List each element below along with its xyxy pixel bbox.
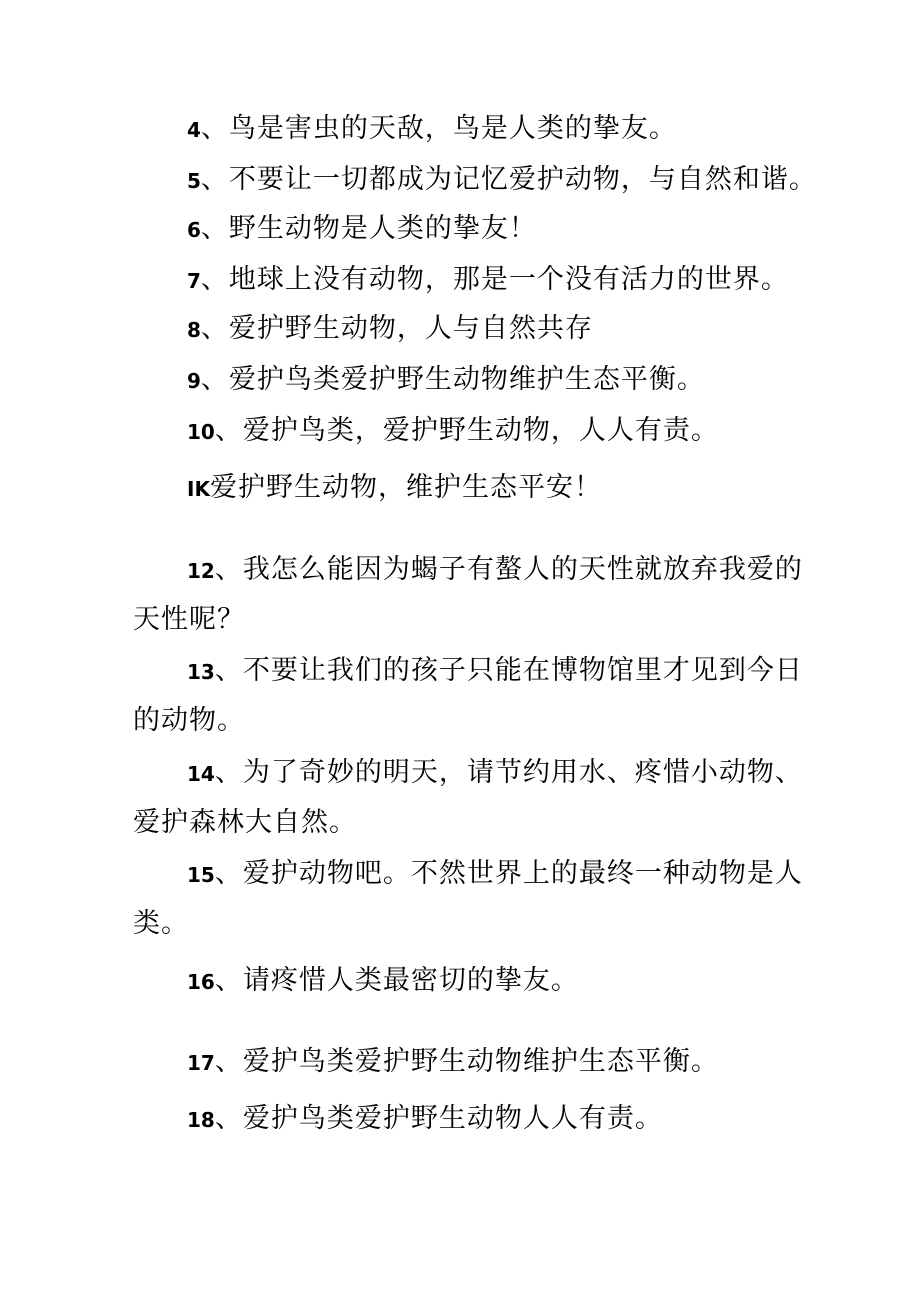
list-item-16 [187, 964, 867, 999]
list-item-15-continuation: 类。 [133, 908, 189, 939]
item-separator: 、 [214, 965, 243, 996]
item-separator: 、 [200, 213, 229, 244]
item-text: 为了奇妙的明天，请节约用水、疼惜小动物、 [242, 757, 803, 788]
item-separator: 、 [214, 415, 243, 446]
item-number: 18 [187, 1108, 215, 1132]
item-text: 爱护动物吧。不然世界上的最终一种动物是人 [242, 858, 803, 889]
item-number: 12 [187, 559, 215, 583]
list-item-12 [187, 553, 867, 588]
item-text: 请疼惜人类最密切的挚友。 [242, 965, 579, 996]
item-separator: 、 [200, 164, 229, 195]
item-separator: 、 [214, 858, 243, 889]
list-item-13-continuation: 的动物。 [133, 705, 245, 736]
item-separator: 、 [200, 264, 229, 295]
item-number: 6 [187, 218, 201, 242]
item-text: 爱护鸟类爱护野生动物维护生态平衡。 [228, 364, 705, 395]
item-number: 8 [187, 318, 201, 342]
list-item-14 [187, 756, 867, 791]
list-item-10 [187, 414, 867, 449]
item-text: 我怎么能因为蝎子有螯人的天性就放弃我爱的 [242, 554, 803, 585]
item-separator: 、 [214, 1046, 243, 1077]
item-text: 爱护鸟类爱护野生动物人人有责。 [242, 1103, 663, 1134]
list-item-7 [187, 263, 867, 298]
item-number: 9 [187, 369, 201, 393]
item-number: 16 [187, 970, 215, 994]
item-text: 爱护野生动物，人与自然共存 [228, 313, 593, 344]
item-separator: 、 [200, 313, 229, 344]
list-item-17 [187, 1045, 867, 1080]
item-separator: 、 [214, 655, 243, 686]
item-number: 4 [187, 118, 201, 142]
list-item-18 [187, 1102, 867, 1137]
item-text: 野生动物是人类的挚友！ [228, 213, 537, 244]
item-text: 不要让一切都成为记忆爱护动物，与自然和谐。 [228, 164, 817, 195]
item-text: 不要让我们的孩子只能在博物馆里才见到今日 [242, 655, 803, 686]
item-separator: 、 [200, 364, 229, 395]
item-text: 爱护鸟类爱护野生动物维护生态平衡。 [242, 1046, 719, 1077]
list-item-15 [187, 857, 867, 892]
item-separator: 、 [214, 757, 243, 788]
list-item-9 [187, 363, 867, 398]
item-text: 地球上没有动物，那是一个没有活力的世界。 [228, 264, 789, 295]
item-number: 5 [187, 169, 201, 193]
item-number: 7 [187, 269, 201, 293]
item-separator: 、 [214, 554, 243, 585]
item-number: 13 [187, 660, 215, 684]
item-number: 14 [187, 762, 215, 786]
item-text: 爱护鸟类，爱护野生动物，人人有责。 [242, 415, 719, 446]
item-separator: 、 [200, 113, 229, 144]
list-item-6 [187, 212, 867, 247]
item-text: 鸟是害虫的天敌，鸟是人类的挚友。 [228, 113, 677, 144]
list-item-12-continuation: 天性呢？ [133, 604, 245, 635]
item-number: 17 [187, 1051, 215, 1075]
item-number: IK [187, 477, 210, 501]
list-item-4 [187, 112, 867, 147]
item-number: 10 [187, 420, 215, 444]
list-item-14-continuation: 爱护森林大自然。 [133, 807, 357, 838]
item-number: 15 [187, 863, 215, 887]
item-separator: 、 [214, 1103, 243, 1134]
list-item-8 [187, 312, 867, 347]
list-item-5 [187, 163, 867, 198]
list-item-11 [187, 471, 867, 506]
list-item-13 [187, 654, 867, 689]
item-text: 爱护野生动物，维护生态平安！ [209, 472, 602, 503]
